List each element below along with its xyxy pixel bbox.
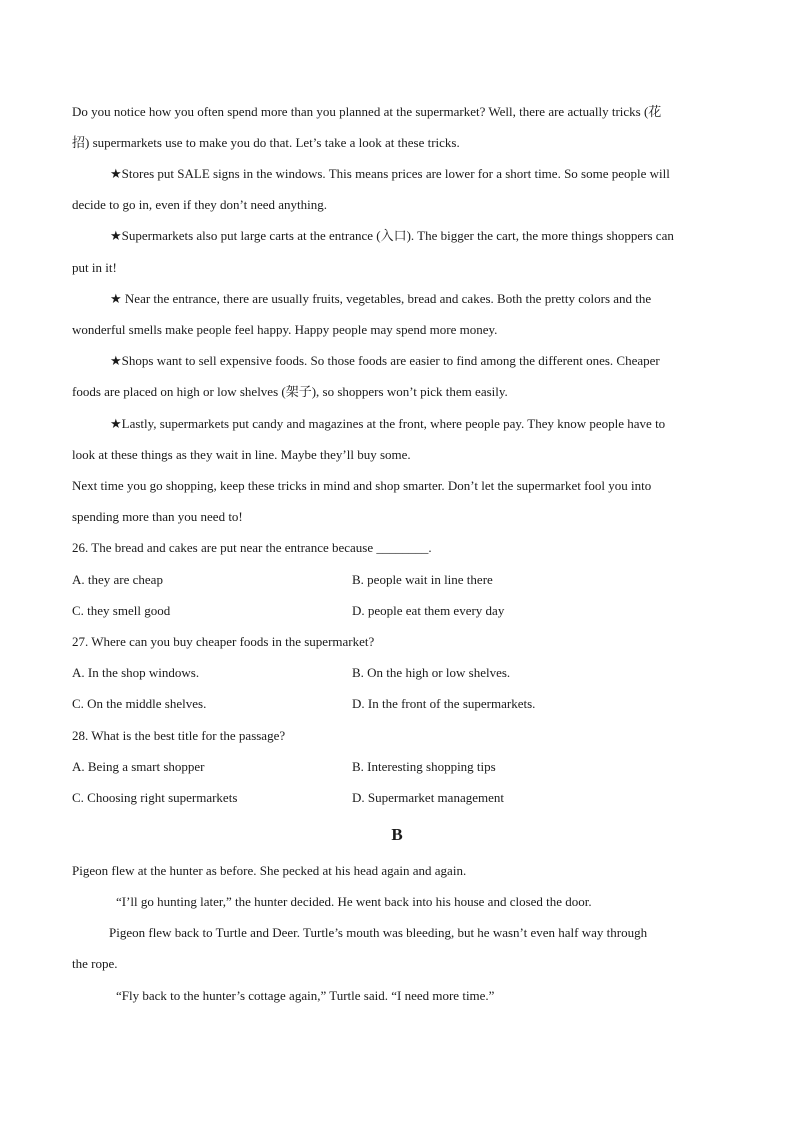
question-27-option-a: A. In the shop windows. [72,665,200,680]
question-26-option-a: A. they are cheap [72,572,163,587]
question-26-option-b: B. people wait in line there [352,572,493,587]
question-26-option-c: C. they smell good [72,603,171,618]
question-28-option-a: A. Being a smart shopper [72,759,205,774]
section-b-paragraph-2: “I’ll go hunting later,” the hunter decided. He went back into his house and closed the door. [116,894,592,909]
question-27-option-b: B. On the high or low shelves. [352,665,511,680]
question-27-stem: 27. Where can you buy cheaper foods in the supermarket? [72,634,375,649]
tip-5-line-2: look at these things as they wait in line. Maybe they’ll buy some. [72,447,411,462]
passage-a-intro-line-1: Do you notice how you often spend more than you planned at the supermarket? Well, there are actually tricks (花 [72,104,662,119]
section-b-paragraph-3-line-2: the rope. [72,956,118,971]
tip-2-line-2: put in it! [72,260,117,275]
passage-a-intro-line-2: 招) supermarkets use to make you do that. Let’s take a look at these tricks. [72,135,460,150]
question-28-option-b: B. Interesting shopping tips [352,759,496,774]
passage-a-outro-line-2: spending more than you need to! [72,509,243,524]
question-26-stem: 26. The bread and cakes are put near the entrance because ________. [72,540,432,555]
tip-4-line-2: foods are placed on high or low shelves (架子), so shoppers won’t pick them easily. [72,384,508,399]
question-28-option-c: C. Choosing right supermarkets [72,790,238,805]
tip-3-line-1: ★ Near the entrance, there are usually fruits, vegetables, bread and cakes. Both the pretty colors and the [110,291,652,306]
tip-5-line-1: ★Lastly, supermarkets put candy and magazines at the front, where people pay. They know people have to [110,416,666,431]
section-b-paragraph-4: “Fly back to the hunter’s cottage again,” Turtle said. “I need more time.” [116,988,495,1003]
tip-1-line-2: decide to go in, even if they don’t need anything. [72,197,327,212]
tip-4-line-1: ★Shops want to sell expensive foods. So those foods are easier to find among the different ones. Cheaper [110,353,660,368]
question-28-stem: 28. What is the best title for the passage? [72,728,286,743]
section-b-heading: B [391,825,403,844]
tip-1-line-1: ★Stores put SALE signs in the windows. This means prices are lower for a short time. So some people will [110,166,670,181]
question-26-option-d: D. people eat them every day [352,603,505,618]
section-b-paragraph-3-line-1: Pigeon flew back to Turtle and Deer. Turtle’s mouth was bleeding, but he wasn’t even half way through [109,925,648,940]
question-28-option-d: D. Supermarket management [352,790,504,805]
tip-3-line-2: wonderful smells make people feel happy. Happy people may spend more money. [72,322,498,337]
question-27-option-c: C. On the middle shelves. [72,696,207,711]
tip-2-line-1: ★Supermarkets also put large carts at the entrance (入口). The bigger the cart, the more things shoppers can [110,228,674,243]
passage-a-outro-line-1: Next time you go shopping, keep these tricks in mind and shop smarter. Don’t let the supermarket fool you into [72,478,652,493]
question-27-option-d: D. In the front of the supermarkets. [352,696,536,711]
section-b-paragraph-1: Pigeon flew at the hunter as before. She pecked at his head again and again. [72,863,467,878]
